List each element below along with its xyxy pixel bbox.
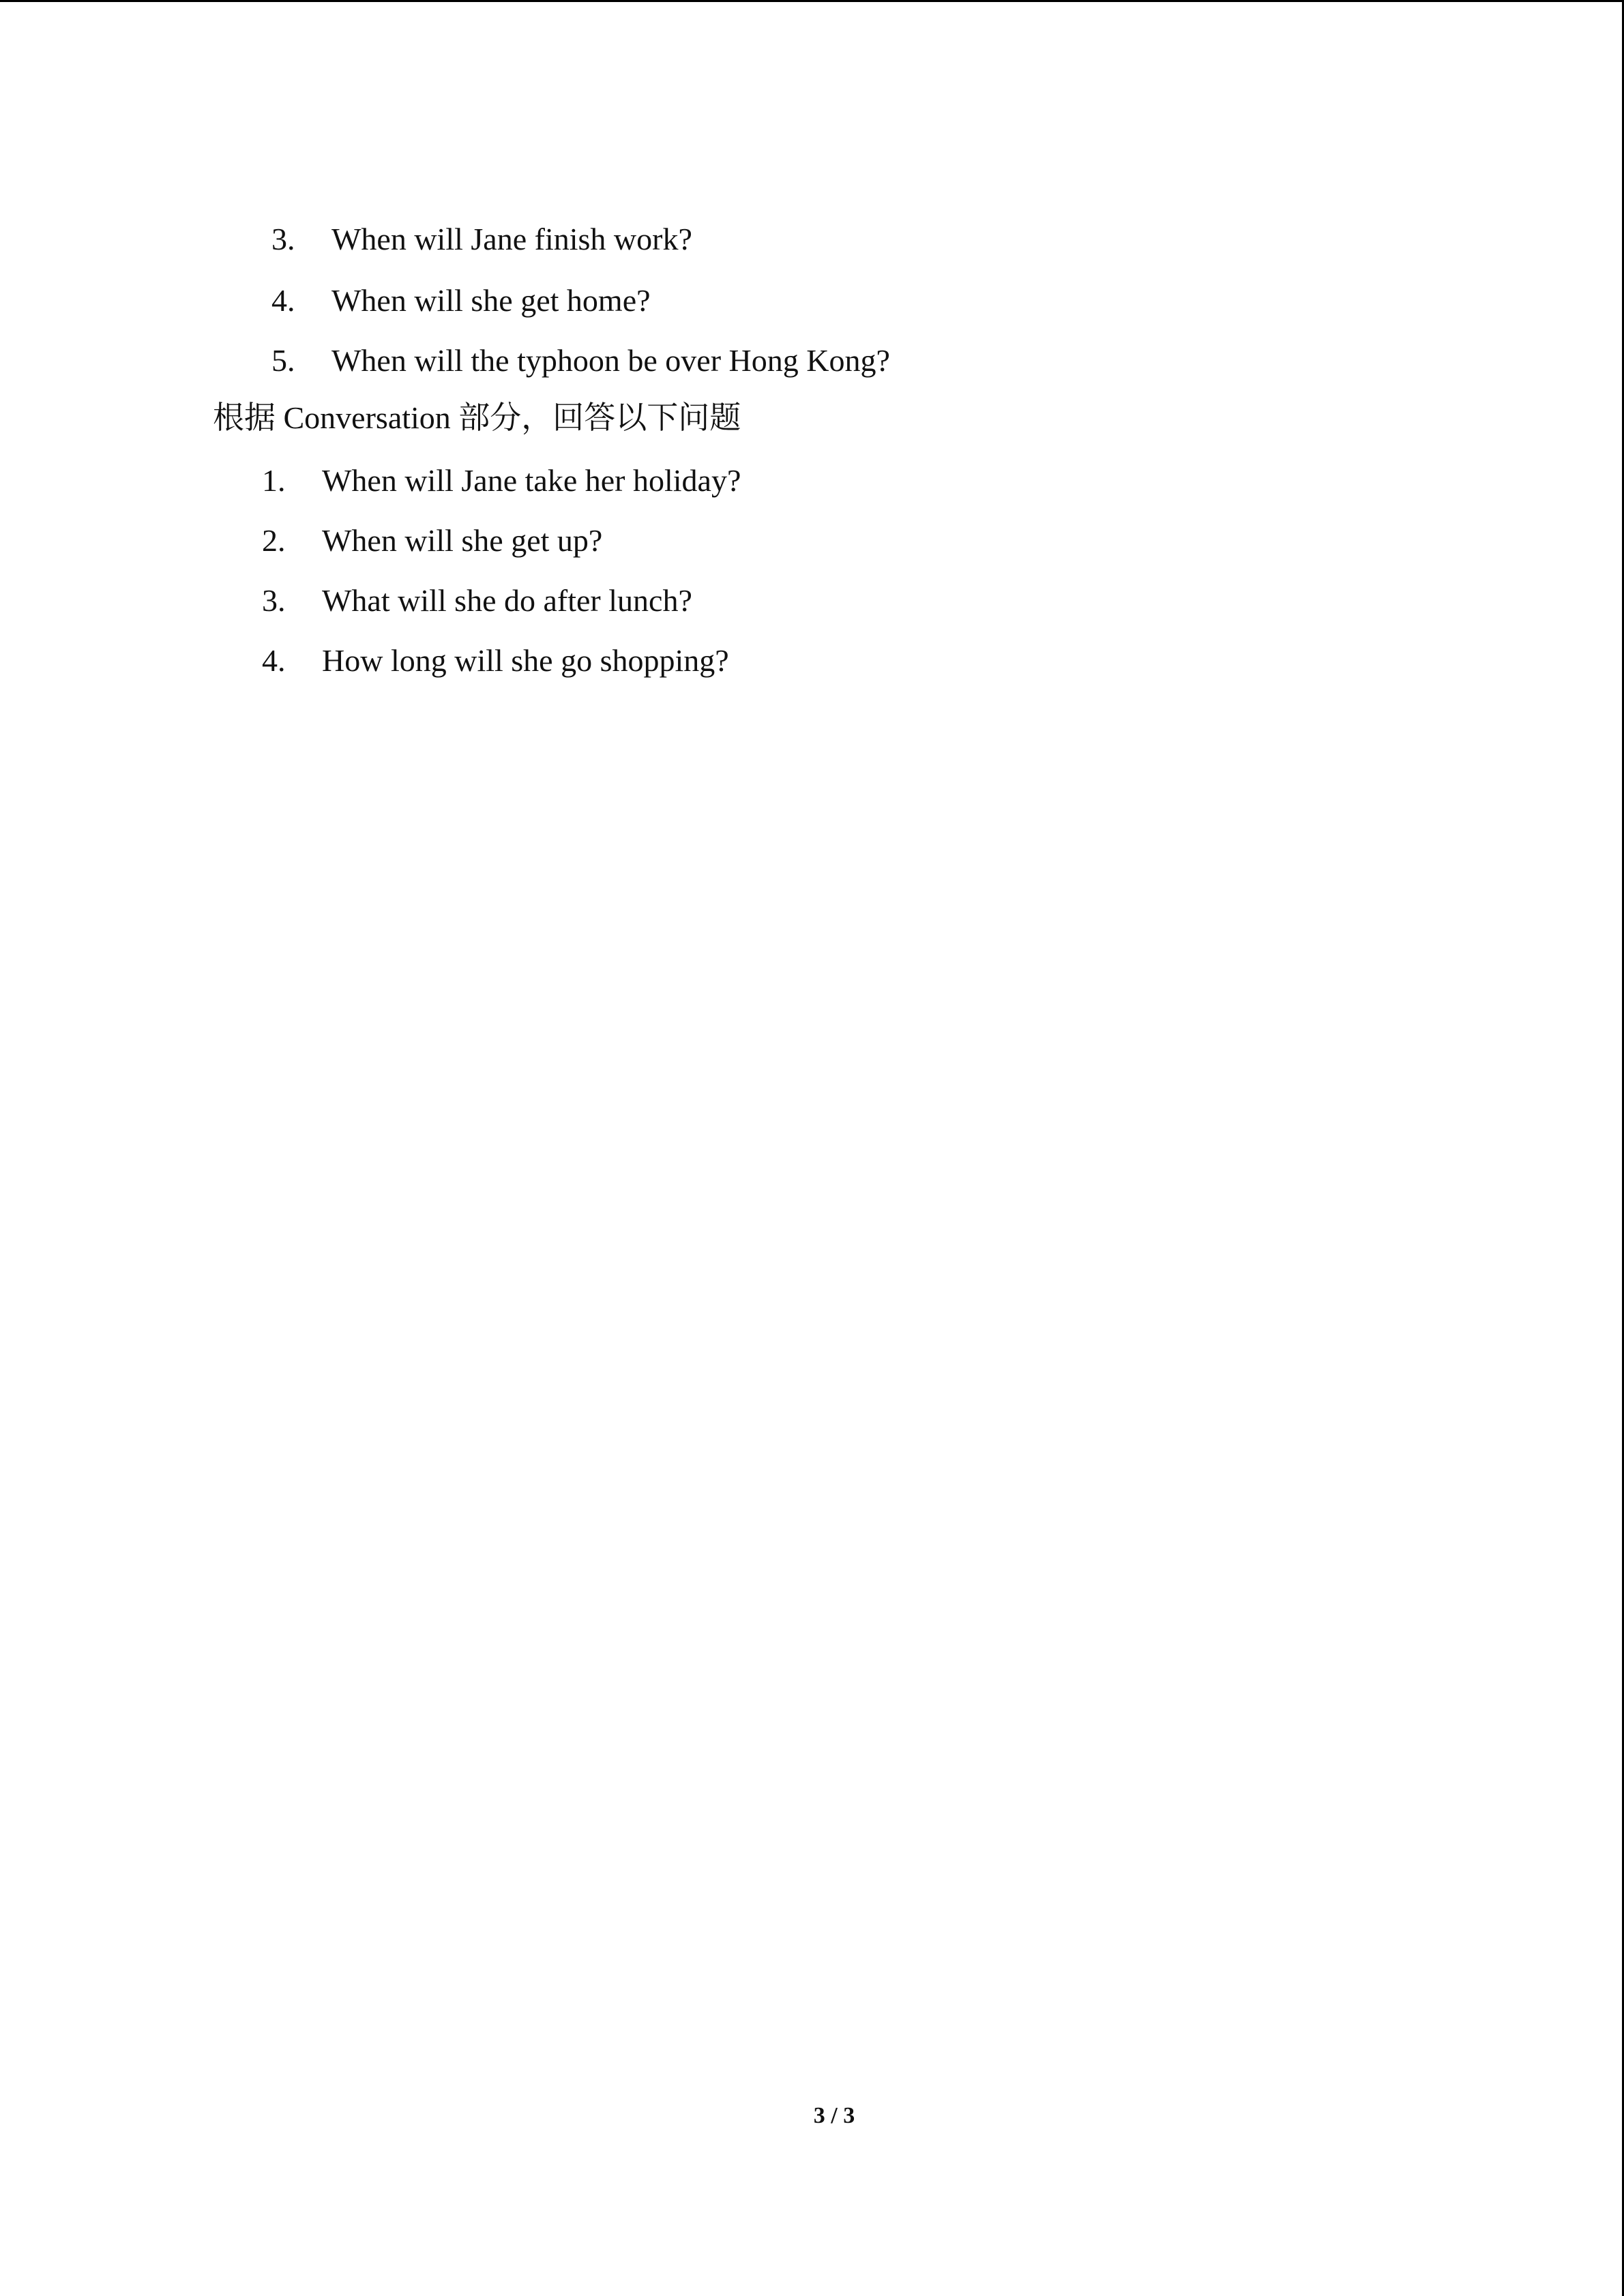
question-number: 4. xyxy=(271,283,295,318)
question-text: What will she do after lunch? xyxy=(322,583,692,618)
section-heading: 根据 Conversation 部分，回答以下问题 xyxy=(213,400,741,435)
question-number: 3. xyxy=(262,583,286,618)
question-text: When will Jane take her holiday? xyxy=(322,463,741,498)
question-text: When will she get up? xyxy=(322,523,603,558)
question-text: When will Jane finish work? xyxy=(331,222,692,256)
question-text: How long will she go shopping? xyxy=(322,643,729,678)
page-number: 3 / 3 xyxy=(813,2103,855,2128)
question-number: 2. xyxy=(262,523,286,558)
question-number: 4. xyxy=(262,643,286,678)
question-number: 5. xyxy=(271,343,295,378)
question-text: When will she get home? xyxy=(331,283,651,318)
question-number: 1. xyxy=(262,463,286,498)
question-number: 3. xyxy=(271,222,295,256)
question-text: When will the typhoon be over Hong Kong? xyxy=(331,343,890,378)
